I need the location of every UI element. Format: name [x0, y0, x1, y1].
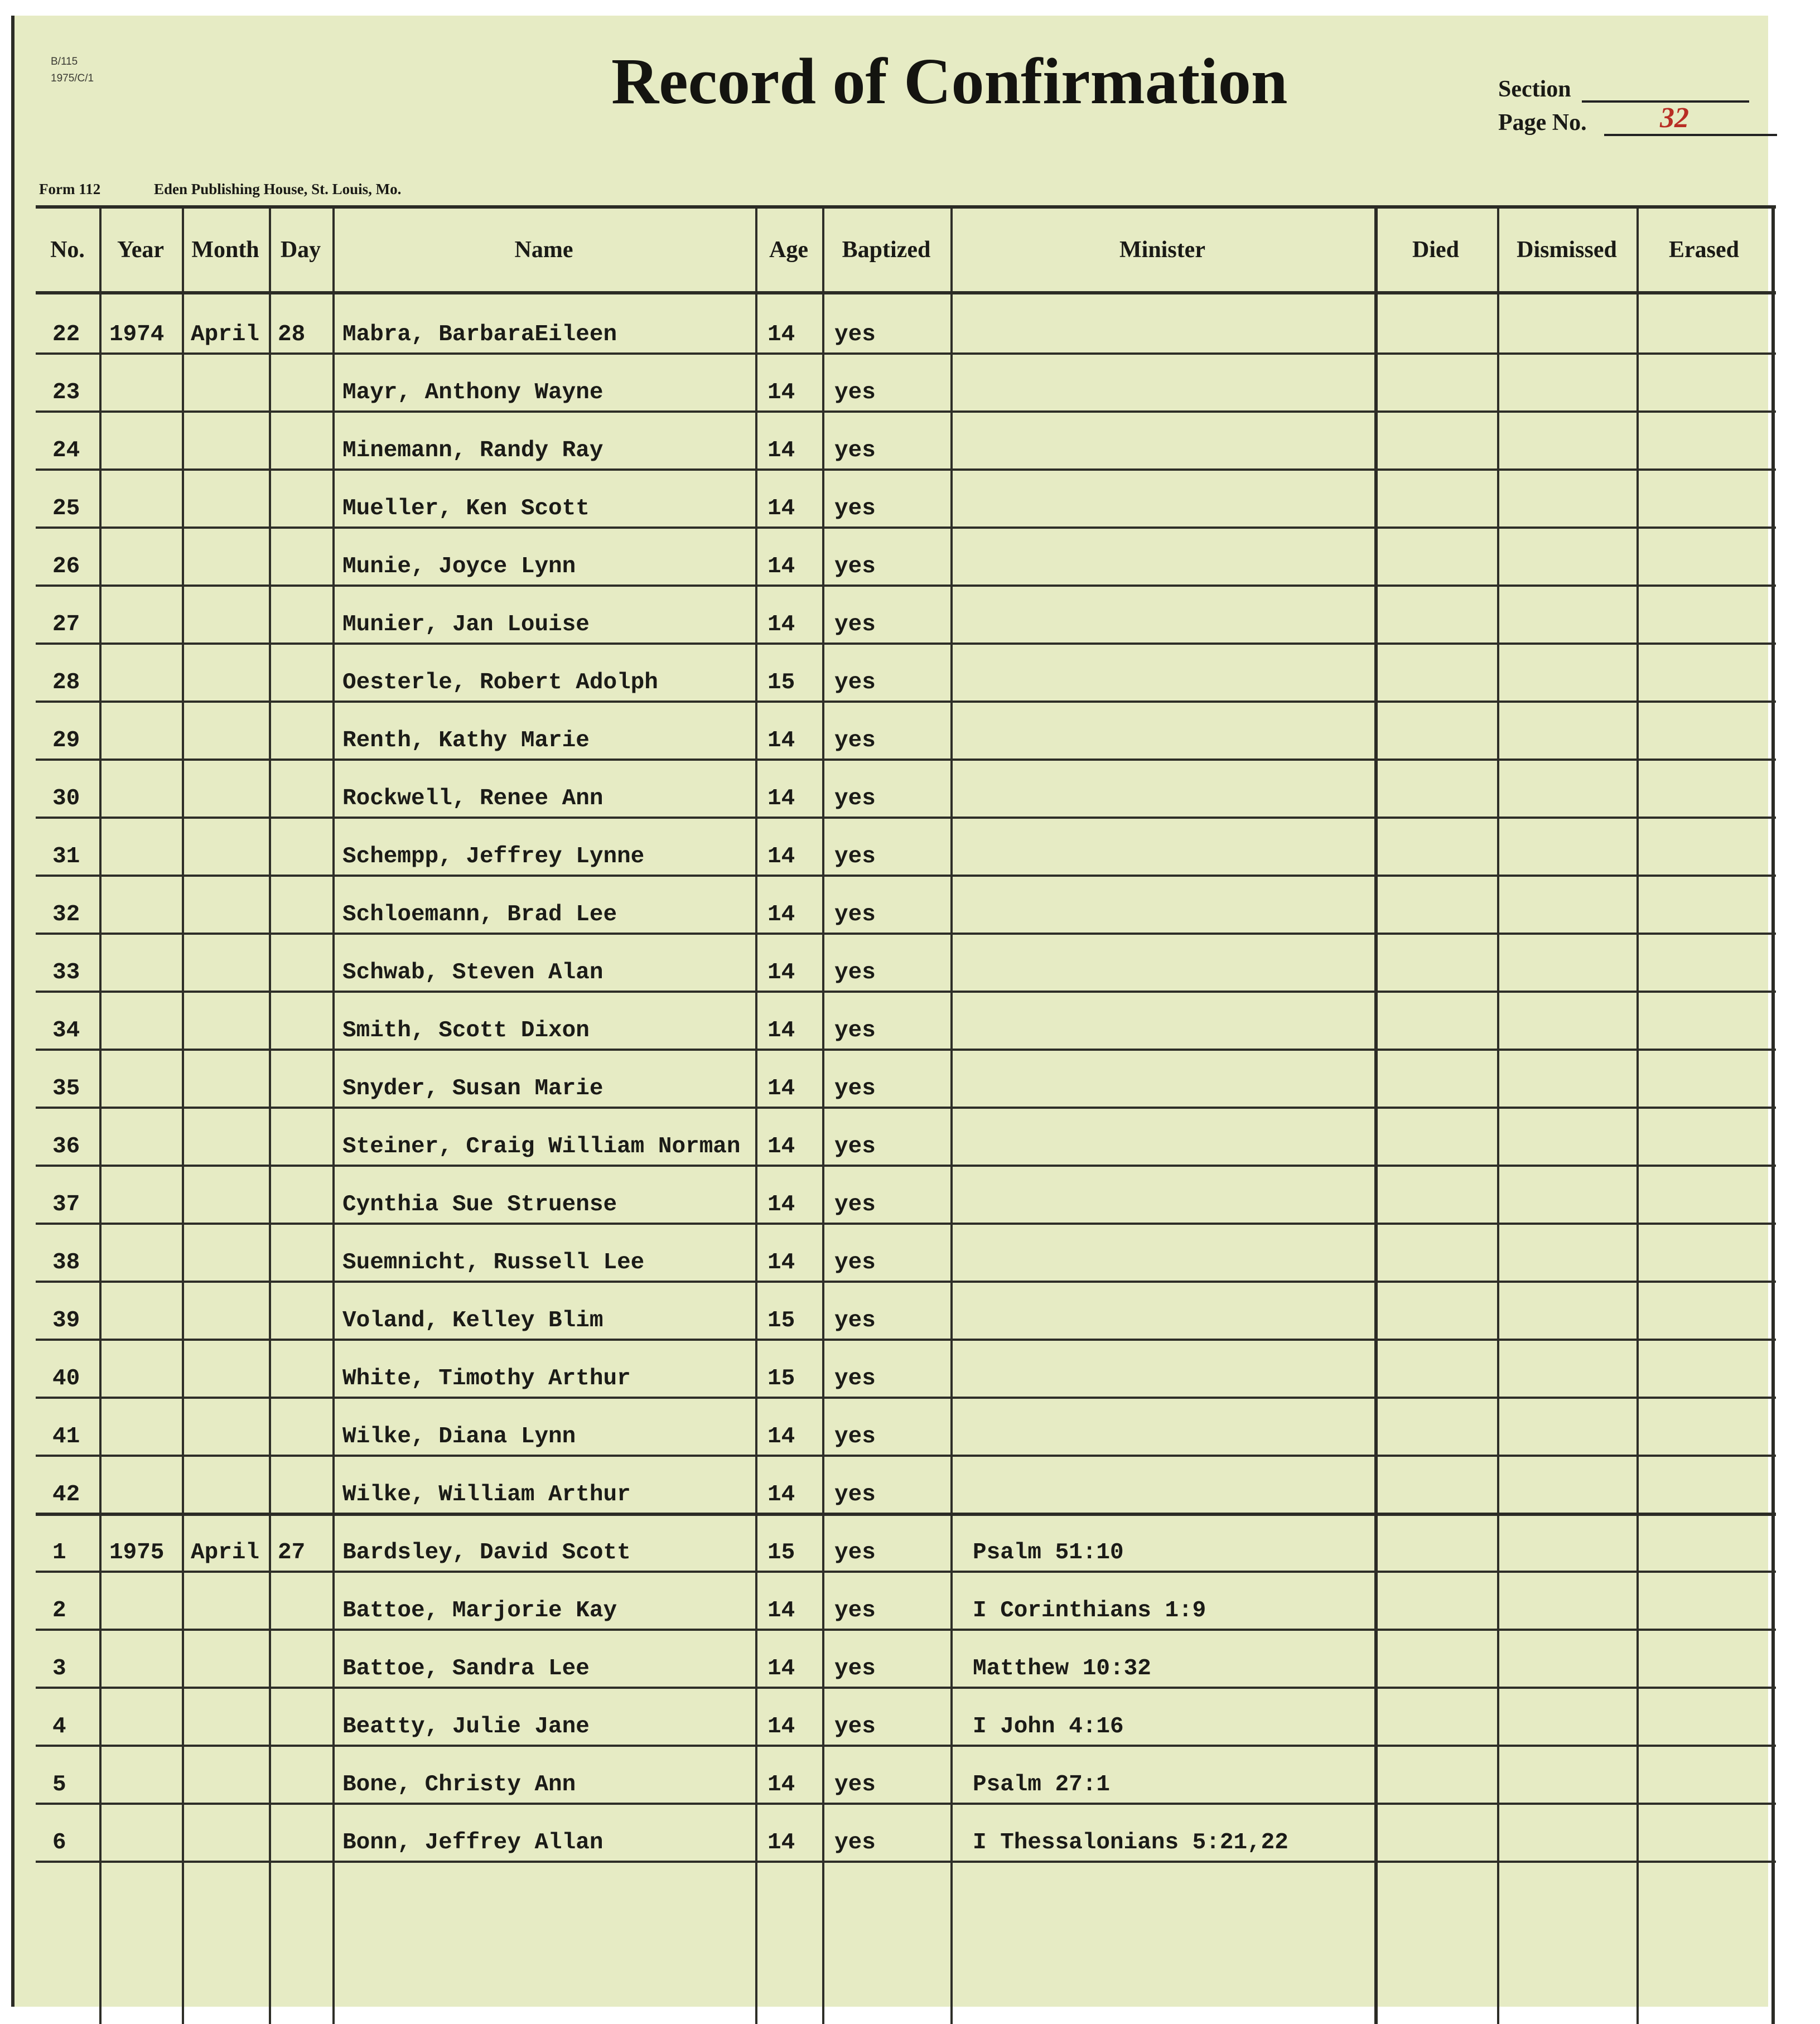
cell-baptized: yes — [834, 1656, 876, 1682]
cell-age: 14 — [767, 1192, 795, 1218]
cell-age: 15 — [767, 1540, 795, 1566]
confirmation-table — [36, 205, 1776, 2024]
table-row — [36, 1803, 1776, 1861]
section-field — [1498, 76, 1571, 103]
table-row — [36, 352, 1776, 410]
form-number: Form 112 — [39, 181, 101, 197]
cell-year: 1974 — [109, 322, 165, 347]
cell-no: 35 — [52, 1076, 80, 1102]
cell-no: 33 — [52, 960, 80, 986]
cell-name: Schempp, Jeffrey Lynne — [342, 844, 645, 870]
cell-baptized: yes — [834, 1714, 876, 1740]
cell-baptized: yes — [834, 902, 876, 928]
table-row — [36, 1455, 1776, 1513]
table-row — [36, 526, 1776, 585]
cell-no: 22 — [52, 322, 80, 347]
cell-age: 14 — [767, 844, 795, 870]
cell-no: 25 — [52, 496, 80, 521]
cell-name: Battoe, Marjorie Kay — [342, 1598, 617, 1624]
cell-name: Suemnicht, Russell Lee — [342, 1250, 645, 1276]
cell-no: 38 — [52, 1250, 80, 1276]
cell-baptized: yes — [834, 1482, 876, 1508]
cell-baptized: yes — [834, 496, 876, 521]
cell-name: Beatty, Julie Jane — [342, 1714, 590, 1740]
cell-age: 14 — [767, 1482, 795, 1508]
cell-year: 1975 — [109, 1540, 165, 1566]
cell-age: 14 — [767, 322, 795, 347]
cell-no: 24 — [52, 438, 80, 463]
cell-age: 14 — [767, 1830, 795, 1856]
cell-age: 14 — [767, 902, 795, 928]
cell-no: 29 — [52, 728, 80, 753]
page-title: Record of Confirmation — [611, 45, 1288, 118]
cell-age: 14 — [767, 960, 795, 986]
header-dismissed: Dismissed — [1517, 237, 1617, 263]
cell-age: 14 — [767, 612, 795, 637]
cell-age: 14 — [767, 1134, 795, 1160]
cell-baptized: yes — [834, 554, 876, 579]
cell-name: Rockwell, Renee Ann — [342, 786, 604, 811]
cell-baptized: yes — [834, 1424, 876, 1450]
cell-no: 31 — [52, 844, 80, 870]
cell-name: Bone, Christy Ann — [342, 1772, 576, 1798]
cell-name: Mueller, Ken Scott — [342, 496, 590, 521]
cell-age: 14 — [767, 728, 795, 753]
cell-no: 37 — [52, 1192, 80, 1218]
cell-no: 23 — [52, 380, 80, 405]
table-row — [36, 1397, 1776, 1455]
cell-baptized: yes — [834, 438, 876, 463]
cell-baptized: yes — [834, 1192, 876, 1218]
cell-no: 41 — [52, 1424, 80, 1450]
cell-baptized: yes — [834, 960, 876, 986]
cell-age: 14 — [767, 1424, 795, 1450]
cell-name: Bardsley, David Scott — [342, 1540, 631, 1566]
cell-no: 39 — [52, 1308, 80, 1334]
cell-name: Oesterle, Robert Adolph — [342, 670, 658, 695]
cell-no: 30 — [52, 786, 80, 811]
archive-code-line: 1975/C/1 — [51, 73, 94, 84]
cell-minister: I Thessalonians 5:21,22 — [973, 1830, 1288, 1856]
cell-baptized: yes — [834, 1134, 876, 1160]
cell-baptized: yes — [834, 380, 876, 405]
cell-baptized: yes — [834, 728, 876, 753]
page-no-value: 32 — [1660, 102, 1689, 134]
table-row — [36, 1165, 1776, 1223]
cell-no: 34 — [52, 1018, 80, 1044]
cell-name: Minemann, Randy Ray — [342, 438, 604, 463]
header-year: Year — [117, 237, 164, 263]
archive-code-line: B/115 — [51, 56, 78, 67]
table-row — [36, 1049, 1776, 1107]
table-row — [36, 933, 1776, 991]
cell-no: 1 — [52, 1540, 66, 1566]
cell-month: April — [191, 322, 260, 347]
page-no-label: Page No. — [1498, 110, 1587, 136]
cell-month: April — [191, 1540, 260, 1566]
cell-name: Snyder, Susan Marie — [342, 1076, 604, 1102]
cell-name: Renth, Kathy Marie — [342, 728, 590, 753]
cell-baptized: yes — [834, 1772, 876, 1798]
table-row — [36, 1571, 1776, 1629]
header-name: Name — [514, 237, 573, 263]
cell-baptized: yes — [834, 844, 876, 870]
cell-name: Munier, Jan Louise — [342, 612, 590, 637]
cell-age: 14 — [767, 1714, 795, 1740]
cell-name: Mabra, BarbaraEileen — [342, 322, 617, 347]
header-died: Died — [1412, 237, 1459, 263]
table-row — [36, 759, 1776, 817]
cell-age: 14 — [767, 554, 795, 579]
table-row — [36, 643, 1776, 701]
cell-no: 36 — [52, 1134, 80, 1160]
cell-age: 14 — [767, 1598, 795, 1624]
cell-no: 3 — [52, 1656, 66, 1682]
cell-no: 26 — [52, 554, 80, 579]
page-number-field — [1498, 102, 1689, 136]
cell-name: Voland, Kelley Blim — [342, 1308, 604, 1334]
table-row — [36, 410, 1776, 468]
cell-no: 27 — [52, 612, 80, 637]
confirmation-record-sheet — [11, 16, 1768, 2007]
cell-no: 32 — [52, 902, 80, 928]
table-row — [36, 585, 1776, 643]
table-row — [36, 1107, 1776, 1165]
cell-name: Steiner, Craig William Norman — [342, 1134, 741, 1160]
cell-name: Wilke, William Arthur — [342, 1482, 631, 1508]
cell-baptized: yes — [834, 1366, 876, 1392]
cell-baptized: yes — [834, 1830, 876, 1856]
cell-name: Bonn, Jeffrey Allan — [342, 1830, 604, 1856]
cell-baptized: yes — [834, 1250, 876, 1276]
cell-age: 14 — [767, 438, 795, 463]
cell-day: 27 — [278, 1540, 306, 1566]
header-baptized: Baptized — [842, 237, 931, 263]
table-row — [36, 991, 1776, 1049]
cell-name: Wilke, Diana Lynn — [342, 1424, 576, 1450]
cell-age: 15 — [767, 670, 795, 695]
table-row — [36, 1281, 1776, 1339]
header-erased: Erased — [1669, 237, 1739, 263]
row-rule — [36, 1861, 1776, 1863]
cell-minister: Psalm 27:1 — [973, 1772, 1111, 1798]
header-age: Age — [769, 237, 808, 263]
section-label: Section — [1498, 76, 1571, 102]
cell-baptized: yes — [834, 1018, 876, 1044]
cell-name: White, Timothy Arthur — [342, 1366, 631, 1392]
cell-no: 6 — [52, 1830, 66, 1856]
cell-name: Schloemann, Brad Lee — [342, 902, 617, 928]
cell-age: 14 — [767, 1772, 795, 1798]
cell-name: Cynthia Sue Struense — [342, 1192, 617, 1218]
cell-baptized: yes — [834, 670, 876, 695]
cell-age: 14 — [767, 380, 795, 405]
cell-baptized: yes — [834, 1076, 876, 1102]
table-row — [36, 701, 1776, 759]
page-no-rule — [1604, 134, 1777, 136]
cell-age: 14 — [767, 1018, 795, 1044]
header-minister: Minister — [1119, 237, 1205, 263]
table-row — [36, 1687, 1776, 1745]
cell-no: 2 — [52, 1598, 66, 1624]
cell-no: 42 — [52, 1482, 80, 1508]
header-month: Month — [191, 237, 259, 263]
archive-code — [51, 54, 94, 87]
cell-minister: Psalm 51:10 — [973, 1540, 1124, 1566]
cell-baptized: yes — [834, 1540, 876, 1566]
cell-no: 4 — [52, 1714, 66, 1740]
header-day: Day — [280, 237, 321, 263]
cell-age: 14 — [767, 1076, 795, 1102]
cell-name: Battoe, Sandra Lee — [342, 1656, 590, 1682]
table-row — [36, 468, 1776, 526]
table-row — [36, 1513, 1776, 1571]
cell-no: 28 — [52, 670, 80, 695]
cell-minister: I Corinthians 1:9 — [973, 1598, 1206, 1624]
cell-baptized: yes — [834, 1598, 876, 1624]
cell-age: 15 — [767, 1308, 795, 1334]
publisher-line: Eden Publishing House, St. Louis, Mo. — [154, 181, 402, 197]
cell-no: 5 — [52, 1772, 66, 1798]
cell-no: 40 — [52, 1366, 80, 1392]
cell-baptized: yes — [834, 612, 876, 637]
table-row — [36, 294, 1776, 352]
table-row — [36, 1223, 1776, 1281]
cell-baptized: yes — [834, 1308, 876, 1334]
cell-age: 15 — [767, 1366, 795, 1392]
cell-name: Schwab, Steven Alan — [342, 960, 604, 986]
cell-minister: Matthew 10:32 — [973, 1656, 1151, 1682]
table-row — [36, 1629, 1776, 1687]
table-row — [36, 1745, 1776, 1803]
cell-day: 28 — [278, 322, 306, 347]
cell-age: 14 — [767, 1656, 795, 1682]
cell-name: Smith, Scott Dixon — [342, 1018, 590, 1044]
cell-name: Munie, Joyce Lynn — [342, 554, 576, 579]
cell-baptized: yes — [834, 786, 876, 811]
cell-age: 14 — [767, 496, 795, 521]
cell-age: 14 — [767, 1250, 795, 1276]
cell-minister: I John 4:16 — [973, 1714, 1124, 1740]
table-row — [36, 1339, 1776, 1397]
cell-baptized: yes — [834, 322, 876, 347]
cell-age: 14 — [767, 786, 795, 811]
cell-name: Mayr, Anthony Wayne — [342, 380, 604, 405]
header-no: No. — [50, 237, 85, 263]
table-row — [36, 817, 1776, 875]
table-row — [36, 875, 1776, 933]
